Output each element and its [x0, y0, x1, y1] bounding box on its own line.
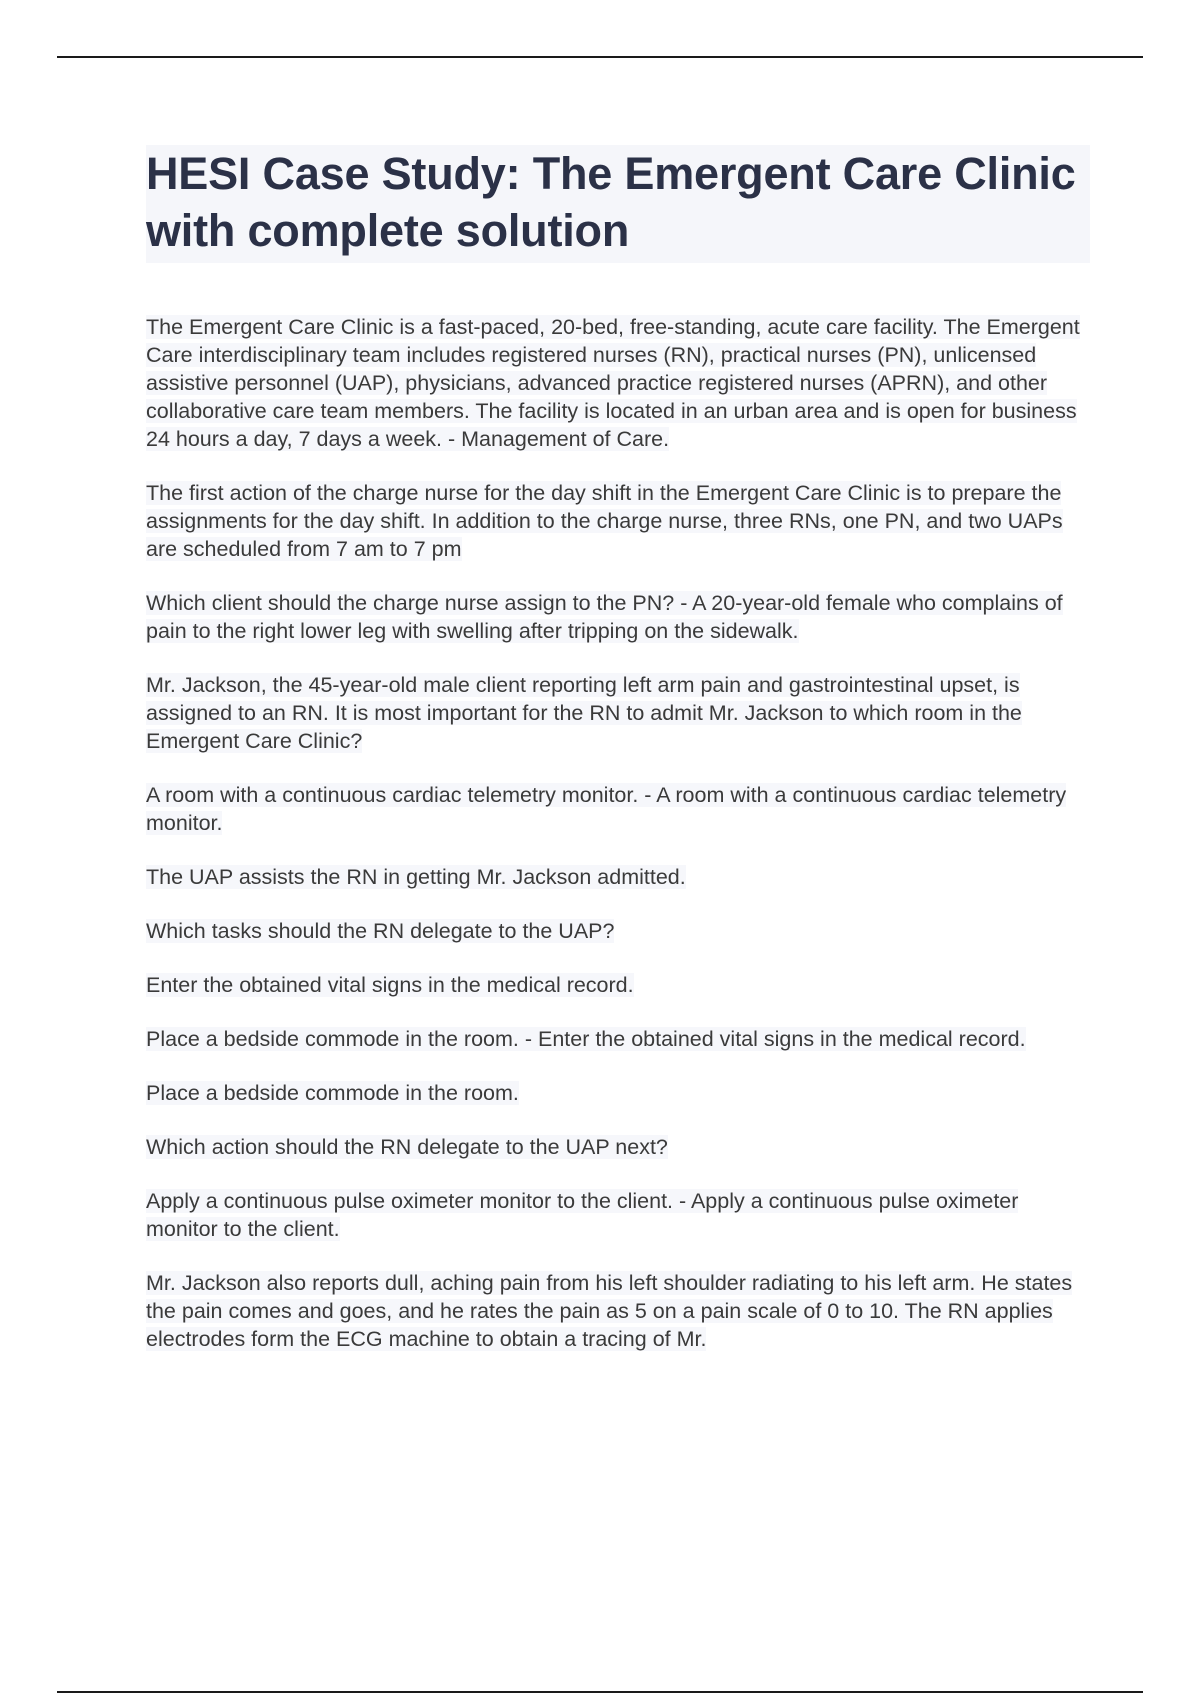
paragraph — [146, 781, 1090, 837]
paragraph-text: A room with a continuous cardiac telemetry monitor. - A room with a continuous cardiac telemetry monitor. — [146, 783, 1067, 835]
paragraph — [146, 917, 1090, 945]
paragraph-text: Mr. Jackson, the 45-year-old male client reporting left arm pain and gastrointestinal upset, is assigned to an RN. It is most important for the RN to admit Mr. Jackson to which room in the Emergent Care Clinic? — [146, 673, 1022, 753]
paragraph-text: Place a bedside commode in the room. — [146, 1081, 519, 1105]
document-body — [146, 145, 1090, 1379]
paragraph — [146, 1133, 1090, 1161]
paragraph-text: Place a bedside commode in the room. - Enter the obtained vital signs in the medical record. — [146, 1027, 1026, 1051]
paragraph-text: The UAP assists the RN in getting Mr. Jackson admitted. — [146, 865, 686, 889]
paragraph — [146, 1079, 1090, 1107]
paragraph — [146, 971, 1090, 999]
paragraph-text: Apply a continuous pulse oximeter monitor to the client. - Apply a continuous pulse oximeter monitor to the client. — [146, 1189, 1019, 1241]
footer-rule — [57, 1691, 1143, 1693]
paragraph — [146, 1269, 1090, 1353]
paragraph-text: The Emergent Care Clinic is a fast-paced, 20-bed, free-standing, acute care facility. The Emergent Care interdisciplinary team includes registered nurses (RN), practical nurses (PN), unlicensed assistive personnel (UAP), physicians, advanced practice registered nurses (APRN), and other collaborative care team members. The facility is located in an urban area and is open for business 24 hours a day, 7 days a week. - Management of Care. — [146, 315, 1080, 451]
paragraph — [146, 671, 1090, 755]
paragraph — [146, 589, 1090, 645]
paragraph — [146, 479, 1090, 563]
paragraph-text: The first action of the charge nurse for the day shift in the Emergent Care Clinic is to prepare the assignments for the day shift. In addition to the charge nurse, three RNs, one PN, and two UAPs are scheduled from 7 am to 7 pm — [146, 481, 1063, 561]
document-title: HESI Case Study: The Emergent Care Clinic with complete solution — [146, 148, 1076, 256]
paragraph-text: Which tasks should the RN delegate to the UAP? — [146, 919, 615, 943]
title-block — [146, 145, 1090, 263]
paragraph — [146, 1025, 1090, 1053]
paragraph — [146, 313, 1090, 453]
paragraph-text: Which action should the RN delegate to the UAP next? — [146, 1135, 668, 1159]
paragraph-text: Mr. Jackson also reports dull, aching pain from his left shoulder radiating to his left arm. He states the pain comes and goes, and he rates the pain as 5 on a pain scale of 0 to 10. The RN applies electrodes form the ECG machine to obtain a tracing of Mr. — [146, 1271, 1073, 1351]
paragraph-text: Enter the obtained vital signs in the medical record. — [146, 973, 634, 997]
header-rule — [57, 56, 1143, 58]
paragraph — [146, 863, 1090, 891]
paragraph — [146, 1187, 1090, 1243]
paragraph-text: Which client should the charge nurse assign to the PN? - A 20-year-old female who complains of pain to the right lower leg with swelling after tripping on the sidewalk. — [146, 591, 1063, 643]
